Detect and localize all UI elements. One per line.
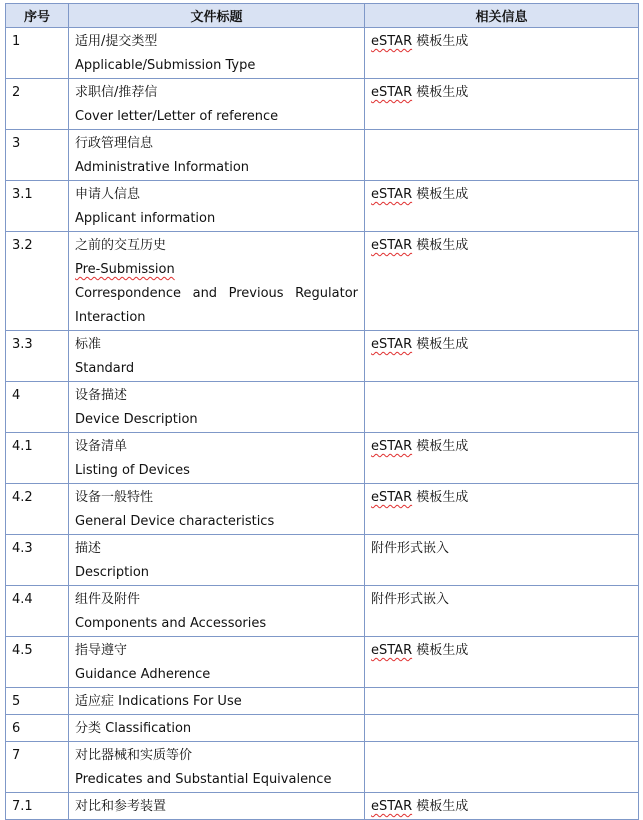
title-chinese: 适应症 Indications For Use <box>75 694 242 709</box>
table-row <box>6 484 639 535</box>
table-row <box>6 637 639 688</box>
row-number: 4.3 <box>6 535 69 586</box>
title-english: Description <box>75 565 150 580</box>
info-text: eSTAR 模板生成 <box>371 85 469 100</box>
row-info-cell <box>365 382 639 433</box>
row-info-cell <box>365 331 639 382</box>
info-text: eSTAR 模板生成 <box>371 187 469 202</box>
row-title-cell <box>69 79 365 130</box>
table-row <box>6 130 639 181</box>
row-title-cell <box>69 433 365 484</box>
row-number: 5 <box>6 688 69 715</box>
title-chinese: 对比和参考装置 <box>75 799 167 814</box>
row-title-cell <box>69 382 365 433</box>
title-english: Guidance Adherence <box>75 667 211 682</box>
spellcheck-mark: eSTAR <box>371 238 413 253</box>
title-chinese: 设备清单 <box>75 439 128 454</box>
row-number: 1 <box>6 28 69 79</box>
title-chinese: 分类 Classification <box>75 721 192 736</box>
header-index: 序号 <box>6 4 69 28</box>
header-info: 相关信息 <box>365 4 639 28</box>
row-title-cell <box>69 484 365 535</box>
spellcheck-mark: eSTAR <box>371 337 413 352</box>
row-number: 3.3 <box>6 331 69 382</box>
table-row <box>6 382 639 433</box>
table-row <box>6 535 639 586</box>
row-number: 4.4 <box>6 586 69 637</box>
row-number: 7.1 <box>6 793 69 820</box>
row-title-cell <box>69 535 365 586</box>
row-number: 3.1 <box>6 181 69 232</box>
row-info-cell <box>365 586 639 637</box>
title-english: Applicable/Submission Type <box>75 58 256 73</box>
title-english: Pre-Submission <box>75 262 175 277</box>
spellcheck-mark: eSTAR <box>371 490 413 505</box>
info-text: eSTAR 模板生成 <box>371 34 469 49</box>
title-english: Device Description <box>75 412 198 427</box>
info-text: 附件形式嵌入 <box>371 541 450 556</box>
title-chinese: 设备一般特性 <box>75 490 154 505</box>
table-row <box>6 331 639 382</box>
info-text: 附件形式嵌入 <box>371 592 450 607</box>
spellcheck-mark: eSTAR <box>371 187 413 202</box>
row-info-cell <box>365 793 639 820</box>
header-title: 文件标题 <box>69 4 365 28</box>
title-chinese: 申请人信息 <box>75 187 141 202</box>
title-english: Standard <box>75 361 135 376</box>
spellcheck-mark: eSTAR <box>371 799 413 814</box>
table-row <box>6 715 639 742</box>
row-info-cell <box>365 484 639 535</box>
row-title-cell <box>69 688 365 715</box>
table-row <box>6 688 639 715</box>
row-title-cell <box>69 130 365 181</box>
row-title-cell <box>69 715 365 742</box>
spellcheck-mark: eSTAR <box>371 643 413 658</box>
title-chinese: 组件及附件 <box>75 592 141 607</box>
row-number: 7 <box>6 742 69 793</box>
row-number: 3 <box>6 130 69 181</box>
row-number: 2 <box>6 79 69 130</box>
title-english: General Device characteristics <box>75 514 275 529</box>
table-row <box>6 433 639 484</box>
table-row <box>6 28 639 79</box>
row-number: 4.2 <box>6 484 69 535</box>
row-title-cell <box>69 331 365 382</box>
title-chinese: 指导遵守 <box>75 643 128 658</box>
title-chinese: 之前的交互历史 <box>75 238 167 253</box>
spellcheck-mark: eSTAR <box>371 34 413 49</box>
title-english: Listing of Devices <box>75 463 190 478</box>
table-row <box>6 181 639 232</box>
title-chinese: 求职信/推荐信 <box>75 85 158 100</box>
title-english: Predicates and Substantial Equivalence <box>75 772 332 787</box>
row-info-cell <box>365 130 639 181</box>
row-info-cell <box>365 433 639 484</box>
info-text: eSTAR 模板生成 <box>371 337 469 352</box>
table-row <box>6 232 639 331</box>
header-row <box>6 4 639 28</box>
row-info-cell <box>365 715 639 742</box>
row-info-cell <box>365 79 639 130</box>
title-chinese: 行政管理信息 <box>75 136 154 151</box>
title-chinese: 适用/提交类型 <box>75 34 158 49</box>
row-title-cell <box>69 28 365 79</box>
info-text: eSTAR 模板生成 <box>371 643 469 658</box>
spellcheck-mark: eSTAR <box>371 85 413 100</box>
table-row <box>6 79 639 130</box>
row-number: 4.5 <box>6 637 69 688</box>
title-chinese: 标准 <box>75 337 102 352</box>
row-title-cell <box>69 637 365 688</box>
row-info-cell <box>365 535 639 586</box>
row-info-cell <box>365 181 639 232</box>
info-text: eSTAR 模板生成 <box>371 439 469 454</box>
title-chinese: 描述 <box>75 541 102 556</box>
document-table <box>5 3 639 820</box>
table-row <box>6 586 639 637</box>
row-number: 6 <box>6 715 69 742</box>
row-title-cell <box>69 181 365 232</box>
row-title-cell <box>69 232 365 331</box>
info-text: eSTAR 模板生成 <box>371 238 469 253</box>
row-title-cell <box>69 793 365 820</box>
row-title-cell <box>69 586 365 637</box>
info-text: eSTAR 模板生成 <box>371 490 469 505</box>
row-info-cell <box>365 637 639 688</box>
row-info-cell <box>365 688 639 715</box>
table-row <box>6 793 639 820</box>
info-text: eSTAR 模板生成 <box>371 799 469 814</box>
row-number: 3.2 <box>6 232 69 331</box>
row-number: 4.1 <box>6 433 69 484</box>
row-number: 4 <box>6 382 69 433</box>
title-english: Cover letter/Letter of reference <box>75 109 279 124</box>
title-english: Administrative Information <box>75 160 250 175</box>
title-english: Components and Accessories <box>75 616 267 631</box>
title-english: Applicant information <box>75 211 216 226</box>
title-chinese: 对比器械和实质等价 <box>75 748 193 763</box>
title-english: Correspondence and Previous Regulator Interaction <box>75 286 358 325</box>
spellcheck-mark: eSTAR <box>371 439 413 454</box>
title-chinese: 设备描述 <box>75 388 128 403</box>
row-info-cell <box>365 232 639 331</box>
table-body <box>6 28 639 820</box>
row-info-cell <box>365 28 639 79</box>
